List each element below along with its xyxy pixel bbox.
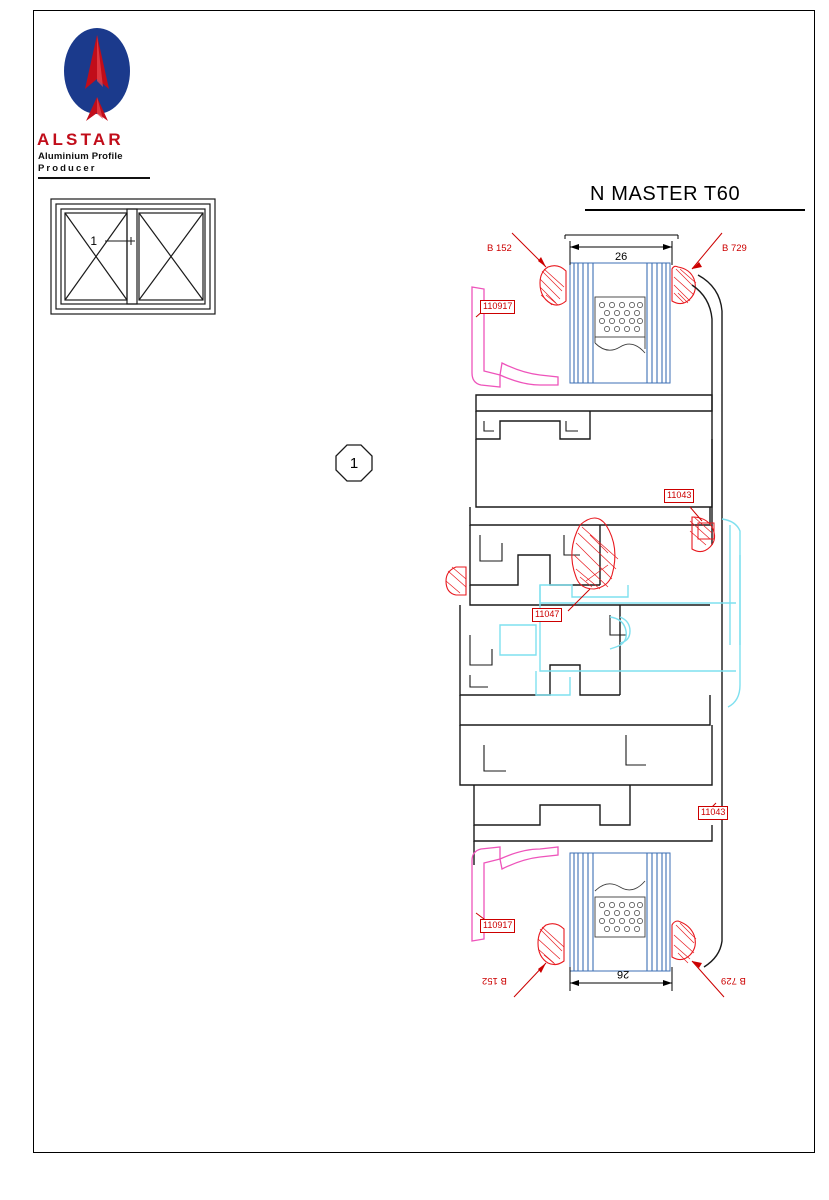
callout-label-b729-top: B 729 [722,243,747,254]
detail-marker-number: 1 [349,454,359,472]
logo-divider [38,177,150,179]
company-logo [37,27,187,182]
callout-label-11043-lower: 11043 [698,806,728,820]
callout-label-11047: 11047 [532,608,562,622]
callout-label-b152-bottom: B 152 [482,975,507,986]
logo-tagline-line1: Aluminium Profile [38,151,123,162]
callout-label-b152-top: B 152 [487,243,512,254]
logo-brand-text: ALSTAR [37,130,124,149]
alstar-arrow-logo-icon [59,27,135,127]
profile-inner-lines [470,421,646,771]
callout-label-110917-lower: 110917 [480,919,515,933]
dimension-label-top: 26 [615,251,628,263]
logo-tagline-line2: Producer [38,163,97,174]
bottom-glazing-unit [570,853,670,971]
detail-marker-bubble [334,443,374,483]
svg-text:1: 1 [90,234,97,248]
top-glazing-unit [570,263,670,383]
page-title: N MASTER T60 [590,183,741,205]
callout-label-b729-bottom: B 729 [721,975,746,986]
callout-label-11043-middle: 11043 [664,489,694,503]
middle-gaskets [446,517,715,595]
dimension-label-bottom: 26 [617,968,630,980]
page-title-underline [585,209,805,211]
callout-label-110917-upper: 110917 [480,300,515,314]
profile-cross-section-drawing [440,225,800,1015]
window-elevation-thumbnail [47,195,219,318]
